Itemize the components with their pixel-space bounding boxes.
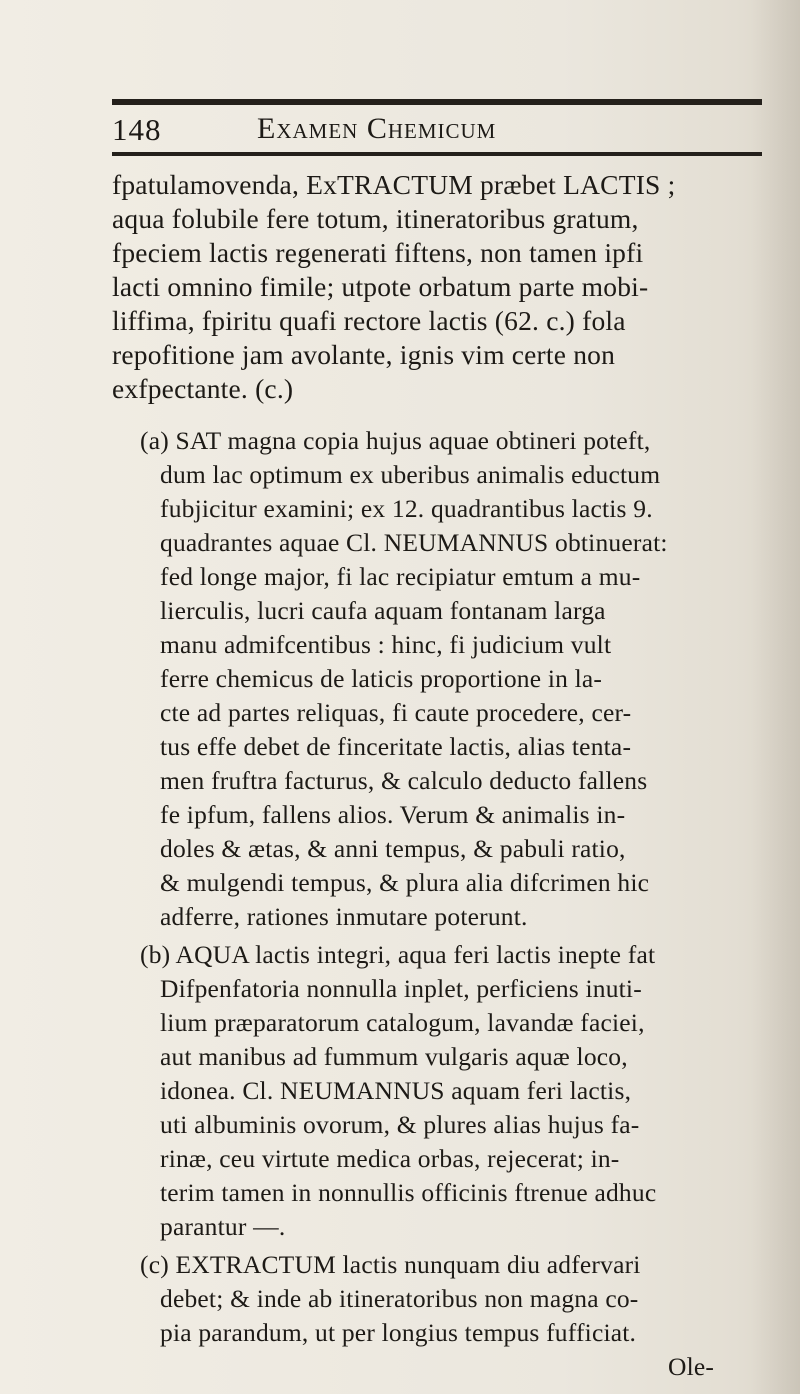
catchword: Ole- bbox=[668, 1352, 715, 1381]
footnote-line: doles & ætas, & anni tempus, & pabuli ratio, bbox=[160, 834, 626, 863]
footnote-line: lium præparatorum catalogum, lavandæ faciei, bbox=[160, 1008, 645, 1037]
footnote-line: fed longe major, fi lac recipiatur emtum a mu- bbox=[160, 562, 641, 591]
text-line: aqua folubile fere totum, itineratoribus gratum, bbox=[112, 203, 639, 234]
footnote-line: manu admifcentibus : hinc, fi judicium vult bbox=[160, 630, 612, 659]
footnote-line: adferre, rationes inmutare poterunt. bbox=[160, 902, 528, 931]
footnote-line: Difpenfatoria nonnulla inplet, perficiens inuti- bbox=[160, 974, 642, 1003]
footnote-line: tus effe debet de finceritate lactis, alias tenta- bbox=[160, 732, 632, 761]
text-line: lacti omnino fimile; utpote orbatum parte mobi- bbox=[112, 271, 649, 302]
footnote-line: aut manibus ad fummum vulgaris aquæ loco, bbox=[160, 1042, 628, 1071]
footnote-line: rinæ, ceu virtute medica orbas, rejecerat; in- bbox=[160, 1144, 620, 1173]
footnote-line: ferre chemicus de laticis proportione in la- bbox=[160, 664, 603, 693]
footnote-line: fe ipfum, fallens alios. Verum & animalis in- bbox=[160, 800, 626, 829]
footnote-line: dum lac optimum ex uberibus animalis eductum bbox=[160, 460, 661, 489]
text-line: repofitione jam avolante, ignis vim certe non bbox=[112, 339, 616, 370]
text-line: exfpectante. (c.) bbox=[112, 373, 294, 404]
footnote-line: (b) AQUA lactis integri, aqua feri lactis inepte fat bbox=[140, 940, 656, 969]
footnote-line: lierculis, lucri caufa aquam fontanam larga bbox=[160, 596, 606, 625]
footnote-line: cte ad partes reliquas, fi caute procedere, cer- bbox=[160, 698, 632, 727]
footnote-line: debet; & inde ab itineratoribus non magna co- bbox=[160, 1284, 639, 1313]
footnote-line: (c) EXTRACTUM lactis nunquam diu adfervari bbox=[140, 1250, 641, 1279]
footnote-line: idonea. Cl. NEUMANNUS aquam feri lactis, bbox=[160, 1076, 632, 1105]
footnote-line: terim tamen in nonnullis officinis ftrenue adhuc bbox=[160, 1178, 657, 1207]
footnote-line: men fruftra facturus, & calculo deducto fallens bbox=[160, 766, 648, 795]
running-title: Examen Chemicum bbox=[257, 112, 497, 145]
text-line: fpatulamovenda, ExTRACTUM præbet LACTIS ; bbox=[112, 169, 676, 200]
footnote-line: quadrantes aquae Cl. NEUMANNUS obtinuerat: bbox=[160, 528, 668, 557]
footnote-line: pia parandum, ut per longius tempus fufficiat. bbox=[160, 1318, 637, 1347]
footnote-line: uti albuminis ovorum, & plures alias hujus fa- bbox=[160, 1110, 640, 1139]
footnote-line: (a) SAT magna copia hujus aquae obtineri poteft, bbox=[140, 426, 651, 455]
text-line: fpeciem lactis regenerati fiftens, non tamen ipfi bbox=[112, 237, 644, 268]
page-number: 148 bbox=[112, 112, 162, 147]
footnote-line: fubjicitur examini; ex 12. quadrantibus lactis 9. bbox=[160, 494, 653, 523]
footnote-line: parantur —. bbox=[160, 1212, 286, 1241]
text-line: liffima, fpiritu quafi rectore lactis (62. c.) fola bbox=[112, 305, 626, 336]
footnote-line: & mulgendi tempus, & plura alia difcrimen hic bbox=[160, 868, 650, 897]
